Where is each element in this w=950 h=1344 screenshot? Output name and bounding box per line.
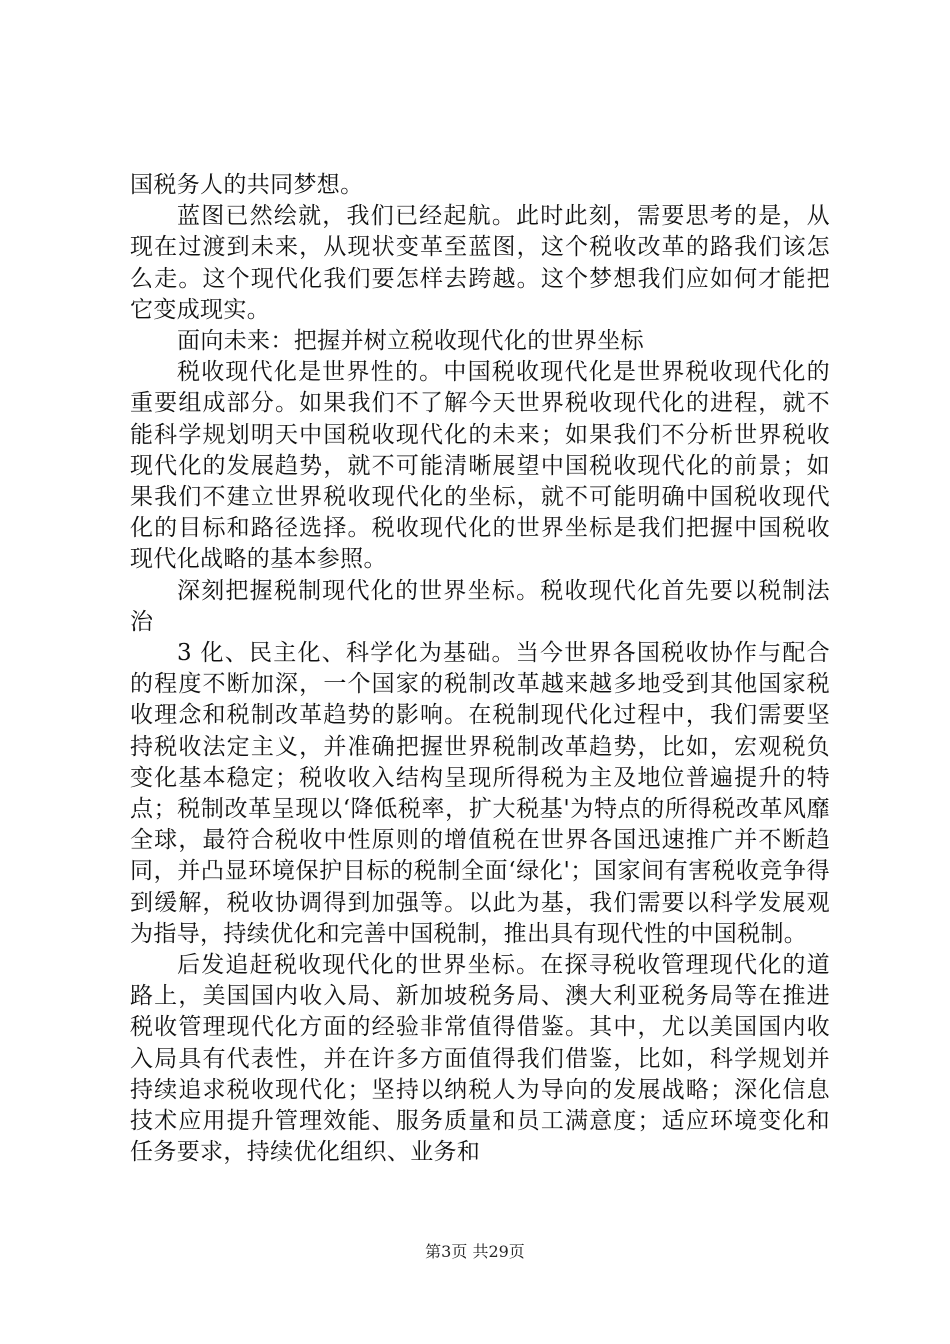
document-body (130, 170, 830, 1169)
page-footer: 第3页 共29页 (425, 1242, 525, 1261)
paragraph-2: 蓝图已然绘就，我们已经起航。此时此刻，需要思考的是，从现在过渡到未来，从现状变革至蓝图，这个税收改革的路我们该怎么走。这个现代化我们要怎样去跨越。这个梦想我们应如何才能把它变成现实。 (130, 203, 830, 323)
paragraph-1: 国税务人的共同梦想。 (130, 172, 364, 198)
paragraph-4: 深刻把握税制现代化的世界坐标。税收现代化首先要以税制法治 (130, 577, 830, 635)
paragraph-6: 后发追赶税收现代化的世界坐标。在探寻税收管理现代化的道路上，美国国内收入局、新加坡税务局、澳大利亚税务局等在推进税收管理现代化方面的经验非常值得借鉴。其中，尤以美国国内收入局具有代表性，并在许多方面值得我们借鉴，比如，科学规划并持续追求税收现代化；坚持以纳税人为导向的发展战略；深化信息技术应用提升管理效能、服务质量和员工满意度；适应环境变化和任务要求，持续优化组织、业务和 (130, 952, 830, 1166)
paragraph-5: 3 化、民主化、科学化为基础。当今世界各国税收协作与配合的程度不断加深，一个国家的税制改革越来越多地受到其他国家税收理念和税制改革趋势的影响。在税制现代化过程中，我们需要坚持税收法定主义，并准确把握世界税制改革趋势，比如，宏观税负变化基本稳定；税收收入结构呈现所得税为主及地位普遍提升的特点；税制改革呈现以‘降低税率，扩大税基'为特点的所得税改革风靡全球，最符合税收中性原则的增值税在世界各国迅速推广并不断趋同，并凸显环境保护目标的税制全面‘绿化'；国家间有害税收竞争得到缓解，税收协调得到加强等。以此为基，我们需要以科学发展观为指导，持续优化和完善中国税制，推出具有现代性的中国税制。 (130, 640, 830, 947)
paragraph-3: 税收现代化是世界性的。中国税收现代化是世界税收现代化的重要组成部分。如果我们不了解今天世界税收现代化的进程，就不能科学规划明天中国税收现代化的未来；如果我们不分析世界税收现代化的发展趋势，就不可能清晰展望中国税收现代化的前景；如果我们不建立世界税收现代化的坐标，就不可能明确中国税收现代化的目标和路径选择。税收现代化的世界坐标是我们把握中国税收现代化战略的基本参照。 (130, 359, 830, 573)
section-heading: 面向未来：把握并树立税收现代化的世界坐标 (177, 328, 644, 355)
